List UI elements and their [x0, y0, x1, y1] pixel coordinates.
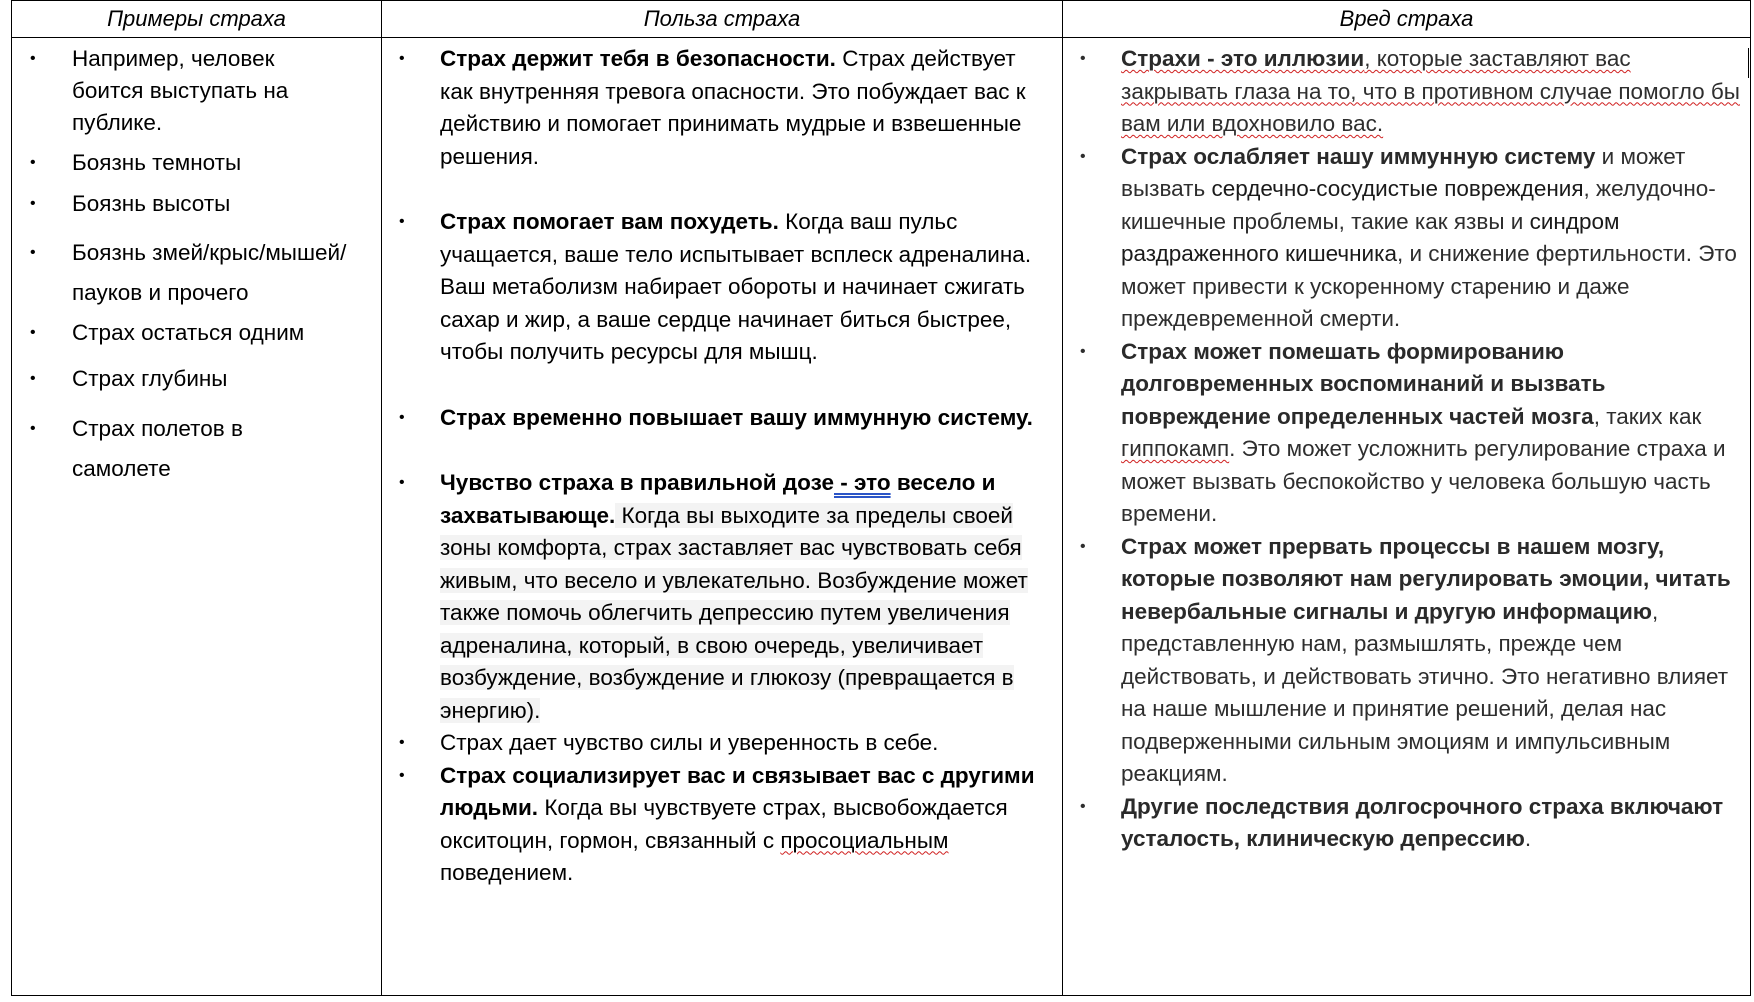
- example-text: Боязнь высоты: [72, 191, 231, 216]
- example-text: Боязнь змей/крыс/мышей/пауков и прочего: [72, 240, 347, 305]
- header-harms: Вред страха: [1063, 1, 1751, 38]
- list-item: [12, 147, 373, 179]
- list-item: [1063, 336, 1750, 531]
- benefits-cell: [382, 38, 1063, 996]
- harm-text: , и снижение фертильности. Это может привести к ускоренному старению и даже преждевременной смерти.: [1121, 241, 1737, 331]
- benefit-bold: Страх временно повышает вашу иммунную систему.: [440, 404, 1033, 430]
- example-text: Боязнь темноты: [72, 150, 242, 175]
- list-item: [12, 409, 373, 489]
- benefit-text: поведением.: [440, 860, 574, 885]
- example-text: Страх глубины: [72, 366, 228, 391]
- list-item: [12, 317, 373, 349]
- benefit-text-misspelled: просоциальным: [780, 827, 949, 853]
- list-item: [12, 43, 373, 139]
- document-page: [11, 0, 1751, 996]
- list-item: [12, 233, 373, 313]
- header-examples: Примеры страха: [12, 1, 382, 38]
- example-text: Страх остаться одним: [72, 320, 305, 345]
- harm-bold: Страх может помешать формированию долговременных воспоминаний и вызвать повреждение определенных частей мозга: [1121, 338, 1606, 429]
- examples-list: [12, 38, 381, 489]
- harm-bold: Страх ослабляет нашу иммунную систему: [1121, 143, 1596, 169]
- header-benefits: Польза страха: [382, 1, 1063, 38]
- benefit-bold: Страх социализирует вас и связывает вас с другими людьми.: [440, 762, 1035, 820]
- list-item: [12, 363, 373, 395]
- harm-text: сердечно-сосудистые повреждения: [1211, 176, 1584, 201]
- harm-bold: Другие последствия долгосрочного страха включают усталость, клиническую депрессию: [1121, 793, 1724, 851]
- benefit-text: Когда ваш пульс учащается, ваше тело испытывает всплеск адреналина. Ваш метаболизм набирает обороты и начинает сжигать сахар и жир, а ваше сердце начинает биться быстрее, чтобы получить ресурсы для мышц.: [440, 209, 1032, 364]
- example-text: Страх полетов в самолете: [72, 416, 243, 481]
- example-text: Например, человек боится выступать на публике.: [72, 46, 289, 135]
- harm-text: , представленную нам, размышлять, прежде чем действовать, и действовать этично. Это негативно влияет на наше мышление и принятие решений, делая нас подверженными сильным эмоциям и импульсивным реакциям.: [1121, 598, 1729, 786]
- list-item: [382, 760, 1062, 890]
- list-item: [382, 727, 1062, 760]
- harm-text: и может вызвать: [1121, 143, 1686, 201]
- list-item: [382, 467, 1062, 727]
- list-item: [1063, 141, 1750, 336]
- fear-table: [11, 0, 1751, 996]
- benefit-bold: Чувство страха в правильной дозе: [440, 470, 834, 495]
- list-item: [1063, 43, 1750, 141]
- harm-text: , желудочно-кишечные проблемы, такие как язвы и: [1121, 176, 1716, 234]
- benefit-bold: Страх помогает вам похудеть.: [440, 209, 779, 234]
- benefit-text: Когда вы выходите за пределы своей зоны комфорта, страх заставляет вас чувствовать себя живым, что весело и увлекательно. Возбуждение может также помочь облегчить депрессию путем увеличения адреналина, который, в свою очередь, увеличивает возбуждение, возбуждение и глюкозу (превращается в энергию).: [440, 502, 1028, 723]
- harms-list: [1063, 38, 1750, 856]
- harm-text-misspelled: гиппокамп: [1121, 436, 1230, 461]
- benefit-bold: весело и захватывающе.: [440, 470, 996, 528]
- table-header-row: [12, 1, 1751, 38]
- harm-bold: Страхи - это иллюзии: [1121, 46, 1365, 71]
- harms-cell: [1063, 38, 1751, 996]
- benefit-bold-underlined: - это: [834, 470, 891, 495]
- list-item: [382, 206, 1062, 369]
- benefit-bold: Страх держит тебя в безопасности.: [440, 46, 836, 71]
- cursor-mark-icon: [1748, 48, 1749, 78]
- benefit-text: Страх дает чувство силы и уверенность в себе.: [440, 730, 939, 755]
- examples-cell: [12, 38, 382, 996]
- benefits-list: [382, 38, 1062, 890]
- harm-text: синдром раздраженного кишечника: [1121, 208, 1620, 266]
- harm-text: , которые заставляют вас закрывать глаза на то, что в противном случае помогло бы вам или вдохновило вас.: [1121, 46, 1740, 136]
- list-item: [382, 402, 1062, 435]
- benefit-text: Страх действует как внутренняя тревога опасности. Это побуждает вас к действию и помогает принимать мудрые и взвешенные решения.: [440, 46, 1026, 169]
- harm-text: .: [1524, 826, 1532, 851]
- list-item: [1063, 791, 1750, 856]
- harm-text: , таких как: [1593, 403, 1702, 429]
- harm-bold: Страх может прервать процессы в нашем мозгу, которые позволяют нам регулировать эмоции, читать невербальные сигналы и другую информацию: [1121, 533, 1731, 624]
- benefit-text: Когда вы чувствуете страх, высвобождается окситоцин, гормон, связанный с: [440, 795, 1008, 853]
- list-item: [382, 43, 1062, 173]
- table-body-row: [12, 38, 1751, 996]
- harm-text: . Это может усложнить регулирование страха и может вызвать беспокойство у человека большую часть времени.: [1121, 436, 1726, 526]
- list-item: [12, 188, 373, 220]
- list-item: [1063, 531, 1750, 791]
